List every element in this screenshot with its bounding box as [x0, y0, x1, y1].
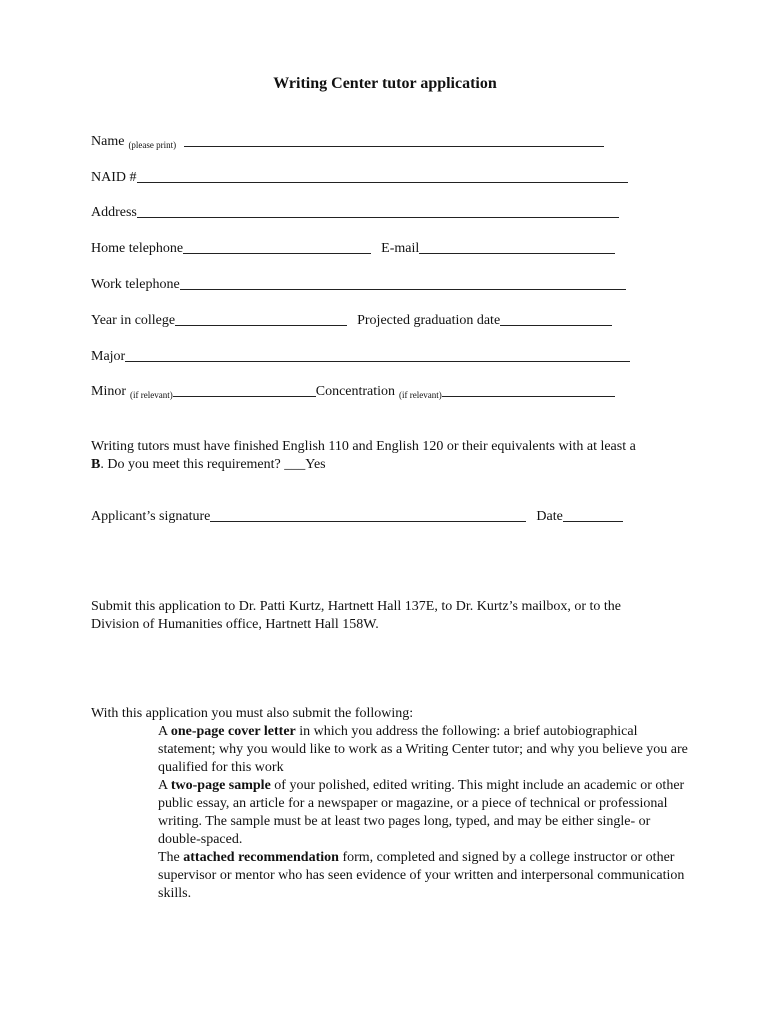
- list-item: The attached recommendation form, completed and signed by a college instructor or other supervisor or mentor who has seen evidence of your written and interpersonal communication skills.: [158, 850, 685, 901]
- grad-label: Projected graduation date: [357, 313, 501, 328]
- page-title: Writing Center tutor application: [273, 75, 497, 92]
- minor-hint: (if relevant): [130, 390, 173, 400]
- year-grad-row: [91, 313, 612, 329]
- writing-sample-label: two-page sample: [170, 778, 271, 793]
- requirement-paragraph: [91, 438, 691, 474]
- signature-row: [91, 509, 623, 525]
- requirements-intro: With this application you must also submit the following:: [91, 706, 414, 721]
- concentration-field[interactable]: [442, 396, 615, 397]
- submit-paragraph: [91, 598, 691, 634]
- year-field[interactable]: [175, 325, 347, 326]
- major-label: Major: [91, 349, 126, 364]
- phone-email-row: [91, 241, 615, 257]
- concentration-hint: (if relevant): [399, 390, 442, 400]
- work-phone-row: [91, 277, 626, 293]
- grad-field[interactable]: [500, 325, 612, 326]
- name-field[interactable]: [184, 146, 604, 147]
- name-label: Name: [91, 134, 125, 149]
- list-item: A one-page cover letter in which you address the following: a brief autobiographical statement; why you would like to work as a Writing Center tutor; and why you believe you are qualified for this work: [158, 724, 688, 775]
- requirement-grade: B: [91, 457, 101, 472]
- major-field[interactable]: [125, 361, 630, 362]
- minor-label: Minor: [91, 384, 126, 399]
- date-field[interactable]: [563, 521, 623, 522]
- year-label: Year in college: [91, 313, 176, 328]
- name-hint: (please print): [128, 140, 177, 150]
- naid-label: NAID #: [91, 170, 137, 185]
- signature-label: Applicant’s signature: [91, 509, 211, 524]
- requirement-checkbox-blank[interactable]: ___: [284, 457, 306, 472]
- address-row: [91, 205, 619, 221]
- submit-line-1: Submit this application to Dr. Patti Kurtz, Hartnett Hall 137E, to Dr. Kurtz’s mailbox, or to the: [91, 599, 621, 614]
- home-phone-field[interactable]: [183, 253, 371, 254]
- home-phone-label: Home telephone: [91, 241, 184, 256]
- email-field[interactable]: [419, 253, 615, 254]
- recommendation-label: attached recommendation: [183, 850, 339, 865]
- name-row: [91, 134, 604, 150]
- work-phone-label: Work telephone: [91, 277, 180, 292]
- cover-letter-label: one-page cover letter: [170, 724, 296, 739]
- list-item: A two-page sample of your polished, edited writing. This might include an academic or other public essay, an article for a newspaper or magazine, or a piece of technical or professional writing. The sample must be at least two pages long, typed, and may be either single- or double-spaced.: [158, 778, 685, 847]
- date-label: Date: [536, 509, 563, 524]
- email-label: E-mail: [381, 241, 420, 256]
- signature-field[interactable]: [210, 521, 526, 522]
- major-row: [91, 349, 630, 365]
- requirement-yes-label: Yes: [305, 457, 326, 472]
- address-field[interactable]: [137, 217, 619, 218]
- address-label: Address: [91, 205, 137, 220]
- concentration-label: Concentration: [315, 384, 396, 399]
- work-phone-field[interactable]: [180, 289, 626, 290]
- minor-field[interactable]: [173, 396, 316, 397]
- naid-row: [91, 170, 628, 186]
- submit-line-2: Division of Humanities office, Hartnett Hall 158W.: [91, 617, 379, 632]
- requirement-question: . Do you meet this requirement?: [100, 457, 281, 472]
- minor-concentration-row: [91, 384, 615, 400]
- naid-field[interactable]: [137, 182, 628, 183]
- requirement-text: Writing tutors must have finished English 110 and English 120 or their equivalents with at least a: [91, 439, 636, 454]
